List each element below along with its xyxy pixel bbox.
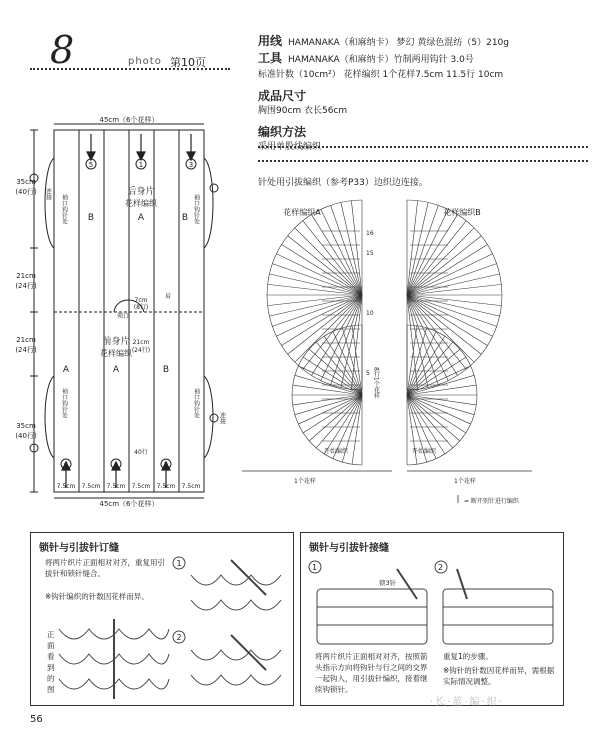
stitch-stroke	[407, 264, 497, 295]
svg-text:(40行): (40行)	[15, 188, 37, 196]
dotted-separator	[258, 146, 588, 148]
chart-legend: = 断开别针进行编织	[464, 498, 519, 505]
svg-text:6: 6	[63, 461, 69, 469]
svg-text:16: 16	[366, 230, 374, 237]
cross-marker-icon	[210, 414, 218, 422]
stitch-stroke	[309, 395, 362, 441]
box2-sub: ※钩针的针数因花样而异，需根据实际情况调整。	[443, 666, 555, 686]
stitch-stroke	[295, 395, 362, 415]
pattern-number: 8	[50, 28, 75, 72]
join-label: 连接	[44, 188, 52, 200]
tool-label: 工具	[258, 51, 283, 65]
stitch-stroke	[407, 274, 500, 295]
page-number: 56	[30, 714, 43, 725]
front-panel-label: 前身片	[102, 337, 130, 347]
svg-text:35cm: 35cm	[16, 178, 36, 186]
materials-info	[258, 34, 588, 155]
svg-text:(24行): (24行)	[15, 346, 37, 354]
technique-box-2	[300, 532, 564, 706]
cross-marker-icon	[210, 184, 218, 192]
svg-text:21cm: 21cm	[16, 336, 36, 344]
svg-text:15: 15	[366, 250, 374, 257]
join-label: 连接	[218, 412, 226, 424]
chart-a-title: 花样编织A	[283, 208, 321, 217]
box2-step-1: 1	[312, 563, 318, 572]
svg-text:7.5cm: 7.5cm	[106, 483, 126, 490]
stitch-stroke	[272, 295, 362, 326]
svg-text:(24行): (24行)	[131, 347, 151, 354]
box2-label-a: 锁3针	[379, 579, 397, 587]
svg-text:10: 10	[366, 310, 374, 317]
box2-step-2: 2	[438, 563, 444, 572]
chart-a-start: 开始编织	[324, 448, 349, 455]
stitch-stroke	[407, 395, 460, 441]
stitch-chart-fans	[267, 200, 502, 465]
watermark: ·长·蓝·编·织·	[430, 697, 504, 708]
method-value: 采用单股线编织	[258, 142, 322, 152]
box2-title: 锁针与引拔针接缝	[309, 543, 389, 554]
front-panel-sub: 花样编织	[100, 349, 132, 358]
stitch-stroke	[269, 295, 362, 316]
svg-text:7.5cm: 7.5cm	[131, 483, 151, 490]
svg-text:21cm: 21cm	[132, 339, 150, 346]
stitch-stroke	[295, 228, 362, 295]
armhole-label: 袖口钩针处	[60, 194, 68, 224]
svg-text:3: 3	[188, 161, 194, 169]
photo-label: photo	[128, 56, 162, 67]
armhole-label: 袖口钩针处	[192, 388, 200, 418]
svg-text:B: B	[181, 213, 189, 223]
box1-side-label: 正面看到的图	[47, 630, 55, 694]
stitch-stroke	[407, 295, 481, 354]
box2-label-b: 重复1的步骤。	[443, 652, 493, 661]
back-panel-sub: 花样编织	[125, 199, 157, 208]
stitch-stroke	[316, 395, 362, 448]
stitch-stroke	[407, 295, 500, 316]
tool-value: HAMANAKA（和麻纳卡）竹制两用钩针 3.0号	[288, 55, 474, 65]
stitch-stroke	[269, 274, 362, 295]
svg-text:肩: 肩	[164, 293, 172, 300]
box2-text: 将两片织片正面相对对齐，按照箭头指示方向将钩针与行之间的交界一起钩入，用引拔针编织，接着继续钩锁针。	[315, 652, 428, 694]
stitch-stroke	[295, 295, 362, 362]
svg-text:7cm: 7cm	[134, 297, 148, 304]
size-value: 胸围90cm 衣长56cm	[258, 106, 348, 116]
yarn-label: 用线	[258, 34, 283, 48]
technique-box-1	[30, 532, 294, 706]
bottom-width-label: 45cm（6个花样）	[99, 500, 159, 508]
svg-text:A: A	[137, 213, 145, 223]
stitch-stroke	[407, 205, 438, 295]
svg-text:40行: 40行	[134, 449, 148, 456]
stitch-stroke	[341, 202, 362, 295]
joining-note: 针处用引拔编织（参考P33）边织边连接。	[258, 178, 428, 188]
box1-sub: ※钩针编织的针数因花样而异。	[45, 592, 149, 601]
svg-text:4: 4	[113, 461, 119, 469]
stitch-stroke	[407, 202, 428, 295]
armhole-label: 袖口钩针处	[60, 388, 68, 418]
svg-text:A: A	[112, 365, 120, 375]
stitch-stroke	[407, 221, 466, 295]
stitch-stroke	[407, 395, 453, 448]
method-title: 编织方法	[258, 125, 307, 139]
svg-text:21cm: 21cm	[16, 272, 36, 280]
svg-text:2: 2	[163, 461, 169, 469]
box1-step-2: 2	[176, 633, 182, 642]
box1-text: 将两片织片正面相对对齐，重复用引拔针和锁针缝合。	[45, 558, 165, 578]
dotted-separator	[258, 160, 588, 162]
stitch-stroke	[309, 349, 362, 395]
svg-text:5: 5	[366, 370, 370, 377]
tool-row	[258, 51, 588, 68]
svg-text:(8行): (8行)	[133, 304, 149, 311]
svg-text:5: 5	[88, 161, 94, 169]
armhole-curve	[204, 376, 213, 458]
svg-text:(40行): (40行)	[15, 432, 37, 440]
stitch-stroke	[288, 236, 362, 295]
header-dotted-rule	[30, 68, 230, 70]
box1-step-illustrations	[171, 555, 289, 695]
stitch-stroke	[331, 205, 362, 295]
svg-text:7.5cm: 7.5cm	[156, 483, 176, 490]
top-width-label: 45cm（6个花样）	[99, 116, 159, 124]
stitch-stroke	[407, 349, 460, 395]
armhole-label: 袖口钩针处	[192, 194, 200, 224]
stitch-stroke	[407, 236, 481, 295]
box1-step-1: 1	[176, 559, 182, 568]
svg-text:7.5cm: 7.5cm	[181, 483, 201, 490]
svg-text:7.5cm: 7.5cm	[81, 483, 101, 490]
svg-text:领口: 领口	[116, 313, 130, 320]
chart-b-start: 开始编织	[412, 448, 437, 455]
box2-illustrations	[307, 559, 559, 651]
armhole-curve	[45, 376, 54, 458]
svg-text:7.5cm: 7.5cm	[56, 483, 76, 490]
stitch-stroke	[407, 295, 497, 326]
garment-schematic	[15, 116, 230, 508]
stitch-stroke	[407, 228, 474, 295]
svg-text:A: A	[62, 365, 70, 375]
photo-page-ref: 第10页	[170, 56, 206, 69]
stitch-stroke	[303, 221, 362, 295]
armhole-curve	[45, 158, 54, 248]
box1-title: 锁针与引拔针订缝	[39, 543, 119, 554]
gauge-row: 标准针数（10cm²） 花样编织 1个花样7.5cm 11.5行 10cm	[258, 70, 504, 80]
size-title: 成品尺寸	[258, 89, 307, 103]
stitch-stroke	[407, 295, 474, 362]
stitch-stroke	[272, 264, 362, 295]
svg-text:(24行): (24行)	[15, 282, 37, 290]
svg-text:35cm: 35cm	[16, 422, 36, 430]
stitch-charts	[232, 205, 592, 505]
chart-b-repeat: 1个花样	[454, 478, 476, 485]
yarn-row	[258, 34, 588, 51]
armhole-curve	[204, 158, 213, 248]
side-repeat-label: 8行1个花样	[372, 367, 380, 399]
box1-mesh-illustration	[59, 619, 169, 699]
yarn-value: HAMANAKA（和麻纳卡） 梦幻 黄绿色混纺（5）210g	[288, 38, 509, 48]
stitch-stroke	[288, 295, 362, 354]
back-panel-label: 后身片	[127, 187, 155, 197]
svg-text:1: 1	[138, 161, 144, 169]
svg-text:B: B	[162, 365, 170, 375]
svg-text:B: B	[87, 213, 95, 223]
chart-a-repeat: 1个花样	[294, 478, 316, 485]
chart-b-title: 花样编织B	[443, 208, 481, 217]
stitch-stroke	[407, 395, 474, 415]
